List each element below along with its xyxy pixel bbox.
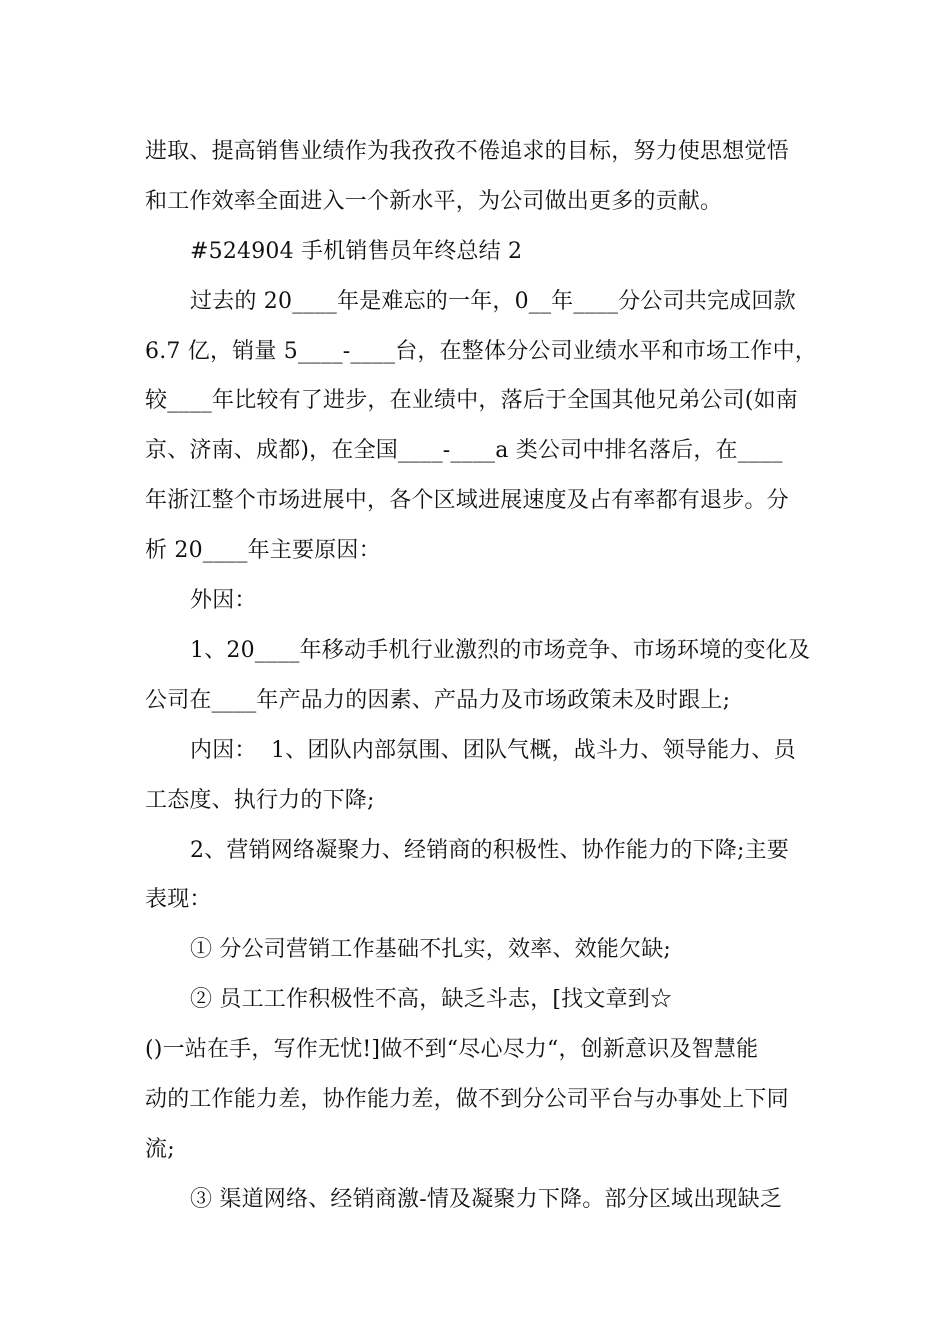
section-heading: #524904 手机销售员年终总结 2 [190, 239, 523, 264]
paragraph-line: 工态度、执行力的下降; [145, 788, 375, 813]
subheading-external-causes: 外因： [190, 588, 257, 613]
paragraph-line: 动的工作能力差，协作能力差，做不到分公司平台与办事处上下同 [145, 1087, 789, 1112]
paragraph-line: 和工作效率全面进入一个新水平，为公司做出更多的贡献。 [145, 189, 723, 214]
paragraph-line: 公司在____年产品力的因素、产品力及市场政策未及时跟上; [145, 688, 731, 713]
paragraph-line: 过去的 20____年是难忘的一年，0__年____分公司共完成回款 [190, 289, 796, 314]
list-item: 内因： 1、团队内部氛围、团队气概，战斗力、领导能力、员 [190, 738, 796, 763]
list-item: ③ 渠道网络、经销商激-情及凝聚力下降。部分区域出现缺乏 [190, 1187, 783, 1212]
paragraph-line: ()一站在手，写作无忧!]做不到“尽心尽力“，创新意识及智慧能 [145, 1037, 759, 1062]
list-item: 1、20____年移动手机行业激烈的市场竞争、市场环境的变化及 [190, 638, 811, 663]
list-item: ① 分公司营销工作基础不扎实，效率、效能欠缺; [190, 937, 672, 962]
paragraph-line: 年浙江整个市场进展中，各个区域进展速度及占有率都有退步。分 [145, 488, 789, 513]
paragraph-line: 京、济南、成都)，在全国____-____a 类公司中排名落后，在____ [145, 438, 783, 463]
paragraph-line: 流; [145, 1137, 175, 1162]
paragraph-line: 析 20____年主要原因： [145, 538, 381, 563]
paragraph-line: 较____年比较有了进步，在业绩中，落后于全国其他兄弟公司(如南 [145, 388, 798, 413]
paragraph-line: 进取、提高销售业绩作为我孜孜不倦追求的目标，努力使思想觉悟 [145, 139, 789, 164]
paragraph-line: 6.7 亿，销量 5____-____台，在整体分公司业绩水平和市场工作中， [145, 339, 818, 364]
paragraph-line: 表现： [145, 887, 212, 912]
list-item: ② 员工工作积极性不高，缺乏斗志，[找文章到☆ [190, 987, 673, 1012]
list-item: 2、营销网络凝聚力、经销商的积极性、协作能力的下降;主要 [190, 838, 790, 863]
